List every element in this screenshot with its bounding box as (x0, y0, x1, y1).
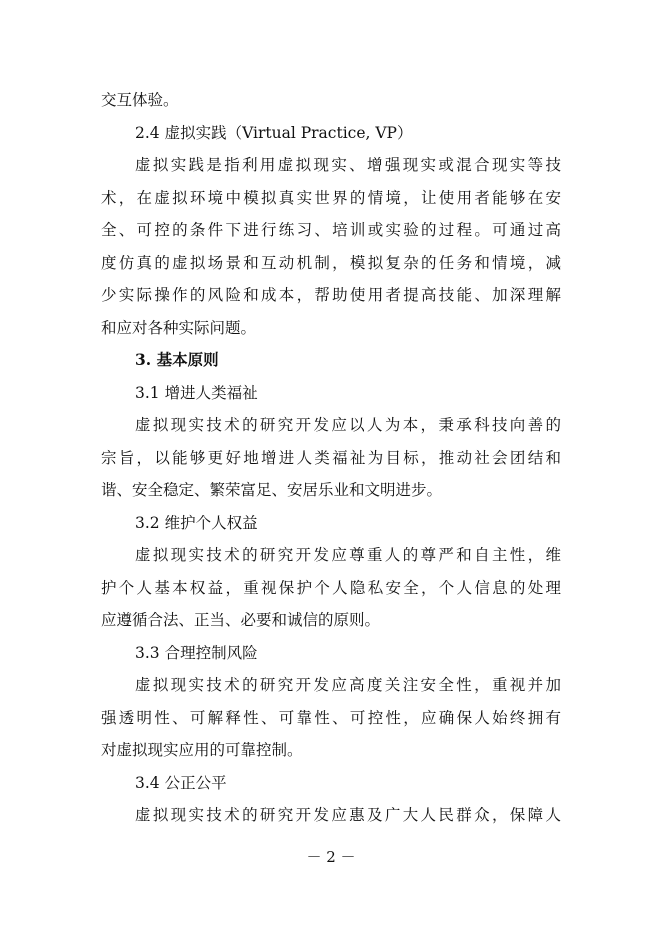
document-body (101, 84, 561, 832)
section-heading-3-1: 3.1 增进人类福祉 (135, 383, 258, 402)
section-heading-3-4: 3.4 公正公平 (135, 773, 227, 792)
paragraph-line: 虚拟现实技术的研究开发应以人为本，秉承科技向善的 (135, 416, 561, 434)
paragraph-line-last: 对虚拟现实应用的可靠控制。 (101, 741, 303, 759)
paragraph-line: 护个人基本权益，重视保护个人隐私安全，个人信息的处理 (101, 578, 561, 597)
paragraph-line: 术，在虚拟环境中模拟真实世界的情境，让使用者能够在安 (101, 188, 561, 207)
paragraph-line: 虚拟现实技术的研究开发应尊重人的尊严和自主性，维 (135, 546, 561, 564)
section-heading-3-3: 3.3 合理控制风险 (135, 643, 258, 662)
section-heading-3: 3. 基本原则 (135, 350, 219, 369)
page-number: － 2 － (306, 848, 356, 866)
paragraph-line-last: 谐、安全稳定、繁荣富足、安居乐业和文明进步。 (101, 481, 443, 499)
paragraph-line: 强透明性、可解释性、可靠性、可控性，应确保人始终拥有 (101, 708, 561, 727)
paragraph-line: 虚拟实践是指利用虚拟现实、增强现实或混合现实等技 (135, 156, 561, 174)
paragraph-line: 虚拟现实技术的研究开发应惠及广大人民群众，保障人 (135, 806, 561, 824)
paragraph-line-last: 和应对各种实际问题。 (101, 318, 257, 337)
paragraph-line: 宗旨，以能够更好地增进人类福祉为目标，推动社会团结和 (101, 448, 561, 467)
section-heading-2-4: 2.4 虚拟实践（Virtual Practice, VP） (135, 123, 413, 142)
paragraph-line-last: 应遵循合法、正当、必要和诚信的原则。 (101, 611, 381, 629)
paragraph-line: 虚拟现实技术的研究开发应高度关注安全性，重视并加 (135, 676, 561, 694)
paragraph-continuation: 交互体验。 (101, 91, 179, 109)
section-heading-3-2: 3.2 维护个人权益 (135, 513, 258, 532)
paragraph-line: 少实际操作的风险和成本，帮助使用者提高技能、加深理解 (101, 286, 561, 304)
paragraph-line: 全、可控的条件下进行练习、培训或实验的过程。可通过高 (101, 221, 561, 239)
paragraph-line: 度仿真的虚拟场景和互动机制，模拟复杂的任务和情境，减 (101, 253, 561, 272)
